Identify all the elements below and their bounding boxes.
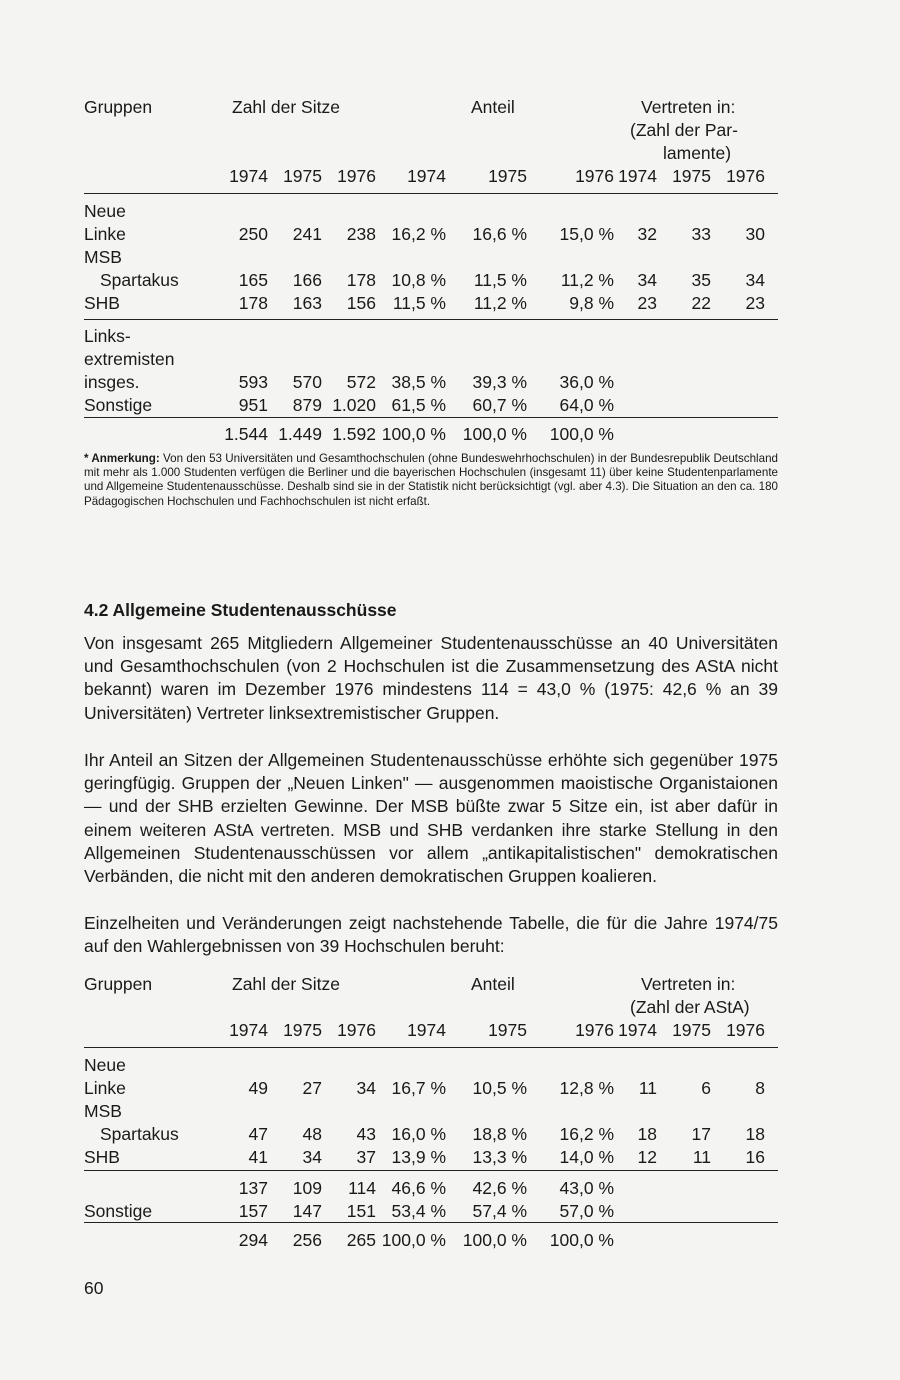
year-header-cell: 1975 <box>283 1020 322 1040</box>
table1-header-seats: Zahl der Sitze <box>232 97 340 117</box>
table-cell: 165 <box>238 270 268 290</box>
table1-header-rule <box>84 193 778 194</box>
table-cell: 13,3 % <box>472 1147 527 1167</box>
table-cell: 10,8 % <box>391 270 446 290</box>
table-cell: 46,6 % <box>391 1178 446 1198</box>
table-cell: 57,4 % <box>472 1201 527 1221</box>
table-cell: 156 <box>346 293 376 313</box>
table-cell: 33 <box>691 224 711 244</box>
table-cell: 9,8 % <box>569 293 614 313</box>
table-cell: 36,0 % <box>559 372 614 392</box>
table-cell: 100,0 % <box>462 1230 527 1250</box>
table-cell: 18 <box>637 1124 657 1144</box>
table-cell: 241 <box>292 224 322 244</box>
table-cell: 18,8 % <box>472 1124 527 1144</box>
table-cell: 572 <box>346 372 376 392</box>
table-cell: 100,0 % <box>549 1230 614 1250</box>
table-row <box>84 1200 778 1223</box>
table-row <box>84 394 778 417</box>
table-footnote <box>84 452 778 509</box>
table-cell: 47 <box>248 1124 268 1144</box>
section-heading: 4.2 Allgemeine Studentenausschüsse <box>84 600 397 620</box>
row-label: extremisten <box>84 349 175 369</box>
year-header-cell: 1974 <box>407 1020 446 1040</box>
table-cell: 1.592 <box>332 424 376 444</box>
table-cell: 238 <box>346 224 376 244</box>
table-cell: 157 <box>238 1201 268 1221</box>
table-row <box>84 1146 778 1169</box>
table1-header-represented-1: Vertreten in: <box>641 97 736 117</box>
table-cell: 8 <box>755 1078 765 1098</box>
table-row <box>84 1054 778 1077</box>
table-cell: 250 <box>238 224 268 244</box>
table2-header-rule <box>84 1047 778 1048</box>
table-cell: 37 <box>356 1147 376 1167</box>
table-row <box>84 325 778 348</box>
table-row <box>84 200 778 223</box>
table-cell: 32 <box>637 224 657 244</box>
year-header-cell: 1976 <box>337 1020 376 1040</box>
table-cell: 178 <box>346 270 376 290</box>
table-row <box>84 1123 778 1146</box>
table-row <box>84 292 778 315</box>
paragraph-2: Ihr Anteil an Sitzen der Allgemeinen Studentenausschüsse erhöhte sich gegenüber 1975 geringfügig. Gruppen der „Neuen Linken" — ausgenommen maoistische Organistaionen — und der SHB erzielten Gewinne. Der MSB büßte zwar 5 Sitze ein, ist aber dafür in einem weiteren AStA vertreten. MSB und SHB verdanken ihre starke Stellung in den Allgemeinen Studentenausschüssen vor allem „antikapitalistischen" demokratischen Verbänden, die nicht mit den anderen demokratischen Gruppen koalieren. <box>84 750 778 887</box>
table-cell: 879 <box>292 395 322 415</box>
table-cell: 137 <box>238 1178 268 1198</box>
row-label: Linke <box>84 224 126 244</box>
row-label: SHB <box>84 293 120 313</box>
table-cell: 100,0 % <box>381 424 446 444</box>
table-cell: 38,5 % <box>391 372 446 392</box>
year-header-cell: 1976 <box>575 166 614 186</box>
row-label: Linke <box>84 1078 126 1098</box>
table-cell: 151 <box>346 1201 376 1221</box>
table-cell: 294 <box>238 1230 268 1250</box>
table2-year-row <box>84 1019 778 1042</box>
year-header-cell: 1976 <box>726 166 765 186</box>
year-header-cell: 1974 <box>618 166 657 186</box>
table-cell: 41 <box>248 1147 268 1167</box>
table-cell: 18 <box>745 1124 765 1144</box>
table-cell: 16,0 % <box>391 1124 446 1144</box>
table1-group-rule <box>84 319 778 320</box>
table-cell: 6 <box>701 1078 711 1098</box>
table-cell: 43 <box>356 1124 376 1144</box>
table1-total-rule <box>84 417 778 418</box>
table1-header-represented-3: lamente) <box>663 143 732 163</box>
row-label: MSB <box>84 1101 122 1121</box>
table2-header-share: Anteil <box>471 974 515 994</box>
table-cell: 13,9 % <box>391 1147 446 1167</box>
table-row <box>84 223 778 246</box>
year-header-cell: 1976 <box>575 1020 614 1040</box>
table-cell: 27 <box>302 1078 322 1098</box>
row-label: Sonstige <box>84 395 153 415</box>
table2-header-seats: Zahl der Sitze <box>232 974 340 994</box>
table-cell: 265 <box>346 1230 376 1250</box>
table1-header-represented-2: (Zahl der Par- <box>630 120 738 140</box>
paragraph-1: Von insgesamt 265 Mitgliedern Allgemeiner Studentenausschüsse an 40 Universitäten und Gesamthochschulen (von 2 Hochschulen ist die Zusammensetzung des AStA nicht bekannt) waren im Dezember 1976 mindestens 114 = 43,0 % (1975: 42,6 % an 39 Universitäten) Vertreter linksextremistischer Gruppen. <box>84 633 778 723</box>
table1-year-row <box>84 165 778 188</box>
table-cell: 17 <box>691 1124 711 1144</box>
table-cell: 16,6 % <box>472 224 527 244</box>
table-cell: 256 <box>292 1230 322 1250</box>
table-cell: 49 <box>248 1078 268 1098</box>
year-header-cell: 1975 <box>488 166 527 186</box>
paragraph-3: Einzelheiten und Veränderungen zeigt nachstehende Tabelle, die für die Jahre 1974/75 auf den Wahlergebnissen von 39 Hochschulen beruht: <box>84 913 778 957</box>
table-row <box>84 246 778 269</box>
year-header-cell: 1974 <box>229 1020 268 1040</box>
year-header-cell: 1975 <box>672 166 711 186</box>
table2-group-rule <box>84 1170 778 1171</box>
table-cell: 42,6 % <box>472 1178 527 1198</box>
table-cell: 1.544 <box>224 424 268 444</box>
table-cell: 100,0 % <box>549 424 614 444</box>
table-cell: 11,2 % <box>560 270 614 290</box>
row-label: Links- <box>84 326 131 346</box>
table-cell: 147 <box>292 1201 322 1221</box>
footnote-lead: * Anmerkung: <box>84 452 160 465</box>
year-header-cell: 1976 <box>337 166 376 186</box>
table-cell: 12,8 % <box>559 1078 614 1098</box>
table-cell: 16 <box>745 1147 765 1167</box>
table-cell: 11,5 % <box>392 293 446 313</box>
footnote-text: Von den 53 Universitäten und Gesamthochschulen (ohne Bundeswehrhochschulen) in der Bundesrepublik Deutschland mit mehr als 1.000 Studenten verfügen die Berliner und die bayerischen Hochschulen (insgesamt 11) über keine Studentenparlamente und Allgemeine Studentenausschüsse. Deshalb sind sie in der Statistik nicht berücksichtigt (vgl. aber 4.3). Die Situation an den ca. 180 Pädagogischen Hochschulen und Fachhochschulen ist nicht erfaßt. <box>84 452 778 508</box>
table-cell: 593 <box>238 372 268 392</box>
table-cell: 11,2 % <box>473 293 527 313</box>
table-row <box>84 1100 778 1123</box>
table-cell: 178 <box>238 293 268 313</box>
table-cell: 1.020 <box>332 395 376 415</box>
table-cell: 60,7 % <box>472 395 527 415</box>
page-number: 60 <box>84 1278 104 1298</box>
table1-header-share: Anteil <box>471 97 515 117</box>
table-row <box>84 423 778 446</box>
table-cell: 53,4 % <box>391 1201 446 1221</box>
table-cell: 166 <box>292 270 322 290</box>
table-row <box>84 1177 778 1200</box>
table-row <box>84 269 778 292</box>
table-cell: 15,0 % <box>559 224 614 244</box>
table-cell: 114 <box>348 1178 376 1198</box>
table-cell: 57,0 % <box>559 1201 614 1221</box>
year-header-cell: 1974 <box>229 166 268 186</box>
table2-header-groups: Gruppen <box>84 974 153 994</box>
table-cell: 64,0 % <box>559 395 614 415</box>
year-header-cell: 1974 <box>407 166 446 186</box>
table-cell: 100,0 % <box>462 424 527 444</box>
row-label: insges. <box>84 372 140 392</box>
table-cell: 35 <box>691 270 711 290</box>
table-cell: 34 <box>745 270 765 290</box>
table-cell: 16,2 % <box>391 224 446 244</box>
table-cell: 23 <box>637 293 657 313</box>
table-cell: 14,0 % <box>559 1147 614 1167</box>
table-cell: 16,7 % <box>391 1078 446 1098</box>
table1-header-groups: Gruppen <box>84 97 153 117</box>
table-cell: 43,0 % <box>559 1178 614 1198</box>
table-cell: 12 <box>637 1147 657 1167</box>
row-label: Sonstige <box>84 1201 153 1221</box>
table2-header-represented-1: Vertreten in: <box>641 974 736 994</box>
row-label: Spartakus <box>100 270 179 290</box>
row-label: Neue <box>84 201 126 221</box>
table-cell: 30 <box>745 224 765 244</box>
table-row <box>84 371 778 394</box>
table-cell: 570 <box>292 372 322 392</box>
table-row <box>84 348 778 371</box>
table-cell: 1.449 <box>278 424 322 444</box>
row-label: Spartakus <box>100 1124 179 1144</box>
table2-years-row <box>84 1019 778 1042</box>
table2-header-represented-2: (Zahl der AStA) <box>630 997 750 1017</box>
year-header-cell: 1974 <box>618 1020 657 1040</box>
row-label: Neue <box>84 1055 126 1075</box>
table-row <box>84 1229 778 1252</box>
table-cell: 22 <box>691 293 711 313</box>
table-cell: 11 <box>692 1147 711 1167</box>
row-label: SHB <box>84 1147 120 1167</box>
table-cell: 34 <box>637 270 657 290</box>
table-cell: 61,5 % <box>391 395 446 415</box>
table-cell: 48 <box>302 1124 322 1144</box>
table1-years-row <box>84 165 778 188</box>
year-header-cell: 1976 <box>726 1020 765 1040</box>
table-cell: 109 <box>292 1178 322 1198</box>
year-header-cell: 1975 <box>672 1020 711 1040</box>
table-cell: 34 <box>302 1147 322 1167</box>
table-cell: 39,3 % <box>472 372 527 392</box>
year-header-cell: 1975 <box>488 1020 527 1040</box>
row-label: MSB <box>84 247 122 267</box>
table-cell: 11 <box>638 1078 657 1098</box>
table-cell: 163 <box>292 293 322 313</box>
table-cell: 10,5 % <box>472 1078 527 1098</box>
table-cell: 100,0 % <box>381 1230 446 1250</box>
table-cell: 34 <box>356 1078 376 1098</box>
table-cell: 951 <box>238 395 268 415</box>
table1-body <box>84 200 778 446</box>
year-header-cell: 1975 <box>283 166 322 186</box>
table2-total-rule <box>84 1222 778 1223</box>
table-cell: 11,5 % <box>473 270 527 290</box>
table-cell: 16,2 % <box>559 1124 614 1144</box>
table-row <box>84 1077 778 1100</box>
table-cell: 23 <box>745 293 765 313</box>
